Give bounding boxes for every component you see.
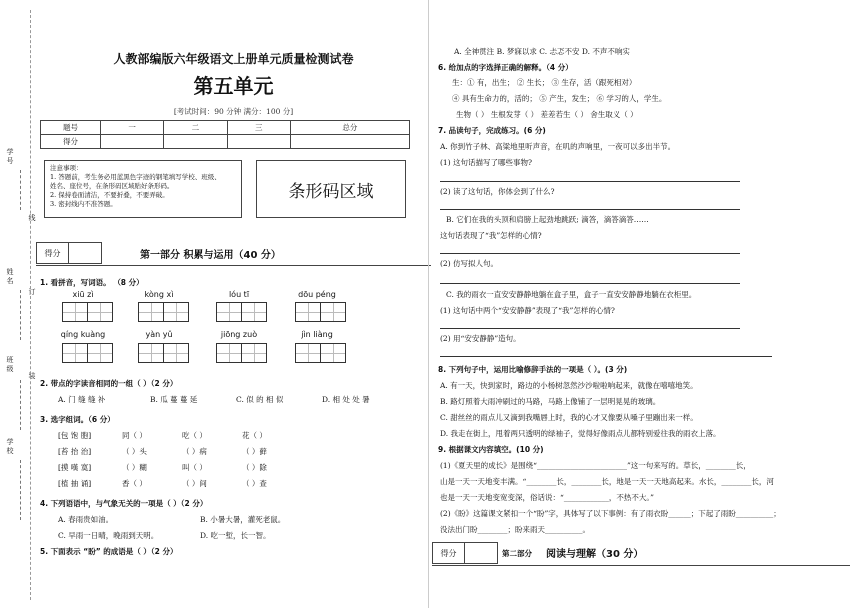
margin-label-zhuang: 装 (28, 372, 36, 380)
q3-blank[interactable]: （ ）病 (182, 447, 207, 456)
part2-header (432, 540, 850, 566)
char-grid[interactable] (62, 343, 112, 363)
margin-line (20, 380, 21, 430)
part1-title: 第一部分 积累与运用（40 分） (140, 250, 281, 261)
q3-group: [包 饱 胞] (58, 431, 92, 440)
q7-b-question2: (2) 仿写拟人句。 (440, 259, 499, 268)
q3-blank[interactable]: （ ）除 (242, 463, 267, 472)
notes-item: 2. 保持卷面清洁，不要折叠，不要弄破。 (50, 191, 169, 199)
q2-option[interactable]: C. 似 的 相 似 (236, 395, 284, 404)
score-input[interactable] (227, 135, 290, 149)
pinyin: qíng kuàng (60, 330, 106, 339)
margin-label-school: 学校 (6, 438, 14, 455)
q5-options[interactable]: A. 全神贯注 B. 梦寐以求 C. 忐忑不安 D. 不声不响实 (454, 47, 630, 56)
q9-title: 9. 根据课文内容填空。(10 分) (438, 445, 544, 454)
margin-line (20, 170, 21, 210)
seal-line (30, 10, 31, 600)
q2-option[interactable]: B. 瓜 蔓 蔓 延 (150, 395, 198, 404)
score-cell: 一 (101, 121, 164, 135)
pinyin: kòng xì (144, 290, 174, 299)
answer-line[interactable] (440, 253, 740, 254)
q8-option[interactable]: B. 路灯照着大雨冲刷过的马路，马路上像铺了一层明晃晃的玻璃。 (440, 397, 661, 406)
q3-blank[interactable]: （ ）查 (242, 479, 267, 488)
q7-a-question1: (1) 这句话描写了哪些事物? (440, 158, 533, 167)
answer-line[interactable] (440, 283, 740, 284)
char-grid[interactable] (216, 343, 266, 363)
notes-box (44, 160, 242, 218)
q4-title: 4. 下列语语中，与气象无关的一项是（ ）（2 分） (40, 499, 208, 508)
char-grid[interactable] (295, 302, 345, 322)
q8-title: 8. 下列句子中，运用比喻修辞手法的一项是（ ）。(3 分) (438, 365, 628, 374)
q2-option[interactable]: A. 门 缝 缝 补 (58, 395, 106, 404)
q7-a-question2: (2) 读了这句话，你体会到了什么? (440, 187, 555, 196)
answer-line[interactable] (440, 328, 740, 329)
answer-line[interactable] (440, 209, 740, 210)
pinyin: jìn liàng (301, 330, 333, 339)
q2-option[interactable]: D. 相 处 处 暑 (322, 395, 370, 404)
margin-label-student-id: 学号 (6, 148, 14, 165)
q7-c-question1: (1) 这句话中两个“安安静静”表现了“我”怎样的心情? (440, 306, 615, 315)
q3-group: [摸 嘆 寞] (58, 463, 92, 472)
part1-score-box (36, 242, 102, 264)
q3-blank[interactable]: （ ）藓 (242, 447, 267, 456)
pinyin: jiōng zuò (220, 330, 258, 339)
margin-line (20, 290, 21, 340)
barcode-area: 条形码区域 (256, 160, 406, 218)
notes-item: 3. 密封线内不准答题。 (50, 200, 117, 208)
answer-line[interactable] (440, 356, 772, 357)
q4-option[interactable]: D. 吃一堑，长一智。 (200, 531, 271, 540)
part2-title: 阅读与理解（30 分） (546, 549, 644, 560)
margin-label-ding: 订 (28, 288, 36, 296)
q3-blank[interactable]: （ ）间 (182, 479, 207, 488)
pinyin: xiū zì (72, 290, 94, 299)
q7-sentence-c: C. 我的雨衣一直安安静静地躺在盒子里，盒子一直安安静静地躺在衣柜里。 (446, 290, 697, 299)
q8-option[interactable]: D. 我走在街上，甩着两只透明的绿袖子，觉得好像雨点儿都特别爱往我的雨衣上落。 (440, 429, 721, 438)
q1-title (40, 277, 144, 288)
q9-line[interactable]: 没法出门盼________；盼来雨天__________。 (440, 525, 590, 534)
char-grid[interactable] (295, 343, 345, 363)
q7-c-question2: (2) 用“安安静静”造句。 (440, 334, 521, 343)
part2-label: 第二部分 (502, 549, 532, 558)
score-table (40, 120, 410, 149)
q3-blank[interactable]: 花（ ） (242, 431, 267, 440)
pinyin: lóu tī (228, 290, 250, 299)
pinyin: yàn yǔ (145, 330, 173, 339)
char-grid[interactable] (216, 302, 266, 322)
q5-title: 5. 下面表示 “盼” 的成语是（ ）（2 分） (40, 547, 178, 556)
exam-info: [考试时间：90 分钟 满分：100 分] (173, 107, 294, 116)
pinyin: dōu péng (298, 290, 336, 299)
q8-option[interactable]: A. 有一天，快到家时，路边的小杨树忽然沙沙啦啦响起来，就像在嘻嘻地笑。 (440, 381, 698, 390)
score-input[interactable] (290, 135, 409, 149)
q6-line: ④ 具有生命力的，活的； ⑤ 产生，发生； ⑥ 学习的人，学生。 (452, 94, 667, 103)
q4-option[interactable]: B. 小暑大暑，灌死老鼠。 (200, 515, 286, 524)
q3-blank[interactable]: 吃（ ） (182, 431, 207, 440)
exam-title: 人教部编版六年级语文上册单元质量检测试卷 (113, 52, 354, 66)
score-cell: 得分 (41, 135, 101, 149)
q3-blank[interactable]: 同（ ） (122, 431, 147, 440)
score-cell: 三 (227, 121, 290, 135)
score-cell: 题号 (41, 121, 101, 135)
q6-line: 生：① 有，出生； ② 生长； ③ 生存，活（跟死相对） (452, 78, 637, 87)
part2-score-label: 得分 (433, 543, 465, 563)
q6-title: 6. 给加点的字选择正确的解释。（4 分） (438, 63, 573, 72)
q7-b-question1: 这句话表现了“我”怎样的心情? (440, 231, 542, 240)
q7-sentence-b: B. 它们在我的头顶和肩膀上起劲地跳跃; 滴答，滴答滴答…… (446, 215, 649, 224)
q3-blank[interactable]: （ ）糊 (122, 463, 147, 472)
char-grid[interactable] (138, 343, 188, 363)
q3-title: 3. 选字组词。（6 分） (40, 415, 115, 424)
margin-label-name: 姓名 (6, 268, 14, 285)
answer-line[interactable] (440, 181, 740, 182)
score-cell: 总分 (290, 121, 409, 135)
margin-line (20, 460, 21, 520)
unit-title: 第五单元 (193, 74, 274, 98)
score-input[interactable] (164, 135, 227, 149)
q7-title: 7. 品读句子，完成练习。(6 分) (438, 126, 546, 135)
score-input[interactable] (101, 135, 164, 149)
notes-item: 姓名、座位号，在条形码区域贴好条形码。 (50, 182, 174, 190)
q3-blank[interactable]: 叫（ ） (182, 463, 207, 472)
char-grid[interactable] (138, 302, 188, 322)
q8-option[interactable]: C. 甜丝丝的雨点儿又滴到我嘴唇上时，我的心才又像要从嗓子里蹦出来一样。 (440, 413, 698, 422)
margin-label-class: 班级 (6, 356, 14, 373)
q3-group: [苔 抬 治] (58, 447, 92, 456)
q7-sentence-a: A. 你到竹子林、高粱地里听声音，在叽的声响里，一夜可以多出半节。 (440, 142, 676, 151)
q3-blank[interactable]: 香（ ） (122, 479, 147, 488)
q9-line[interactable]: 也是一天一天地变宽变深，俗话说：“____________，不热不大。” (440, 493, 654, 502)
q3-group: [植 抽 诵] (58, 479, 92, 488)
notes-item: 1. 答题前，考生务必用蓝黑色字迹的钢笔填写学校、班级、 (50, 173, 221, 181)
q2-title: 2. 带点的字读音相同的一组（ ）（2 分） (40, 379, 178, 388)
q9-line[interactable]: (2)《盼》这篇课文紧扣一个“盼”字，具体写了以下事例：有了雨衣盼______；下起了雨盼__________； (440, 509, 781, 518)
margin-label-xian: 线 (28, 214, 36, 222)
q9-line[interactable]: (1)《夏天里的成长》是围绕“________________________”这一句来写的。草长，________长， (440, 461, 751, 470)
column-divider (428, 0, 429, 608)
part1-score-label: 得分 (37, 243, 69, 263)
part1-score-input[interactable] (69, 243, 101, 263)
q9-line[interactable]: 山是一天一天地变丰满。“________长，________长，地是一天一天地高起来。水长，________长，河 (440, 477, 774, 486)
part2-score-input[interactable] (465, 543, 497, 563)
q1-points: （8 分） (113, 278, 144, 287)
part1-header (36, 240, 431, 266)
score-cell: 二 (164, 121, 227, 135)
part2-score-box (432, 542, 498, 564)
char-grid[interactable] (62, 302, 112, 322)
q4-option[interactable]: C. 早雨一日晴，晚雨到天明。 (58, 531, 159, 540)
q3-blank[interactable]: （ ）头 (122, 447, 147, 456)
notes-title: 注意事项： (50, 164, 83, 172)
q6-answers[interactable]: 生物（ ） 生根发芽（ ） 差差若生（ ） 舍生取义（ ） (456, 110, 638, 119)
q1-title-text: 1. 看拼音，写词语。 (40, 278, 111, 287)
q4-option[interactable]: A. 春雨贵如油。 (58, 515, 114, 524)
